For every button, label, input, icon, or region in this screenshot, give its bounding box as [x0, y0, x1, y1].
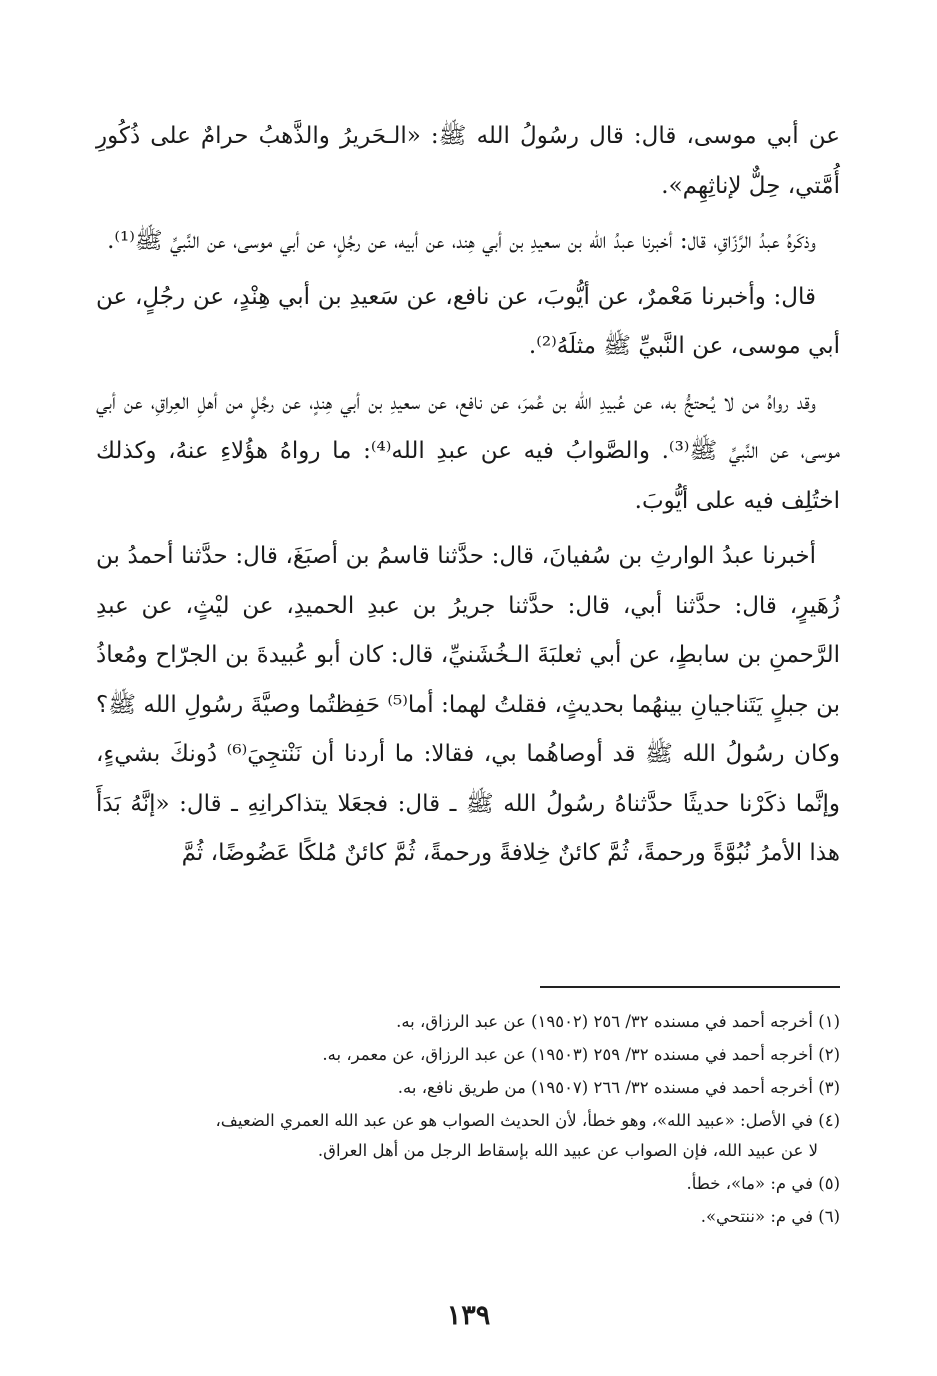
footnote-4-line-2: لا عن عبيد الله، فإن الصواب عن عبيد الله بإسقاط الرجل من أهل العراق. [317, 1141, 818, 1160]
footnote-5: (٥) في م: «ما»، خطأ. [686, 1174, 840, 1193]
paragraph-2: وذكَرهُ عبدُ الرَّزّاقِ، قال: أخبرنا عبدُ الله بن سعيدِ بن أبي هِند، عن أبيه، عن رجُلٍ، عن أبي موسى، عن النَّبيِّ ﷺ⁽¹⁾. [107, 228, 816, 254]
paragraph-5: أخبرنا عبدُ الوارثِ بن سُفيانَ، قال: حدَّثنا قاسمُ بن أصبَغَ، قال: حدَّثنا أحمدُ بن زُهَيرٍ، قال: حدَّثنا أبي، قال: حدَّثنا جريرُ بن عبدِ الحميدِ، عن ليْثٍ، عن عبدِ الرَّحمنِ بن سابطٍ، عن أبي ثعلبَةَ الـخُشَنيِّ، قال: كان أبو عُبيدةَ بن الجرّاح ومُعاذُ بن جبلٍ يَتَناجيانِ بينهُما بحديثٍ، فقلتُ لهما: أما⁽⁵⁾ حَفِظتُما وصيَّةَ رسُولِ الله ﷺ؟ وكان رسُولُ الله ﷺ قد أوصاهُما بي، فقالا: ما أردنا أن نَنْتجِيَ⁽⁶⁾ دُونكَ بشيءٍ، وإنَّما ذكَرْنا حديثًا حدَّثناهُ رسُولُ الله ﷺ ـ قال: فجعَلا يتذاكرانِهِ ـ قال: «إنَّهُ بَدَأَ هذا الأمرُ نُبُوَّةً ورحمةً، ثُمَّ كائنٌ خِلافةً ورحمةً، ثُمَّ كائنٌ مُلكًا عَضُوضًا، ثُمَّ [96, 543, 841, 866]
footnote-6: (٦) في م: «ننتحي». [700, 1207, 840, 1226]
page-number: ١٣٩ [446, 1300, 491, 1331]
paragraph-4: وقد رواهُ من لا يُـحتجُّ به، عن عُبيدِ الله بن عُمرَ، عن نافع، عن سعيدِ بن أبي هِندٍ، عن رجُلٍ من أهلِ العِراقِ، عن أبي موسى، عن النَّبيِّ ﷺ⁽³⁾. والصَّوابُ فيه عن عبدِ الله⁽⁴⁾: ما رواهُ هؤُلاءِ عنهُ، وكذلك اختُلِف فيه على أيُّوبَ. [96, 388, 840, 514]
footnotes [96, 1007, 840, 1235]
paragraph-3: قال: وأخبرنا مَعْمرٌ، عن أيُّوبَ، عن نافع، عن سَعيدِ بن أبي هِنْدٍ، عن رجُلٍ، عن أبي موسى، عن النَّبيِّ ﷺ مثلَهُ⁽²⁾. [96, 283, 840, 359]
footnote-4 [96, 1106, 840, 1166]
footnote-2: (٢) أخرجه أحمد في مسنده ٣٢/ ٢٥٩ (١٩٥٠٣) عن عبد الرزاق، عن معمر، به. [322, 1045, 840, 1064]
paragraph-1: عن أبي موسى، قال: قال رسُولُ الله ﷺ: «الـحَريرُ والذَّهبُ حرامٌ على ذُكُورِ أُمَّتي، حِلٌّ لإناثِهِم». [96, 123, 840, 199]
main-text [96, 112, 840, 885]
footnote-4-line-1: (٤) في الأصل: «عبيد الله»، وهو خطأ، لأن الحديث الصواب هو عن عبد الله العمري الضعيف، [215, 1111, 840, 1130]
footnote-3: (٣) أخرجه أحمد في مسنده ٣٢/ ٢٦٦ (١٩٥٠٧) من طريق نافع، به. [397, 1078, 840, 1097]
footnote-1: (١) أخرجه أحمد في مسنده ٣٢/ ٢٥٦ (١٩٥٠٢) عن عبد الرزاق، به. [396, 1012, 840, 1031]
footnote-divider [540, 986, 840, 988]
